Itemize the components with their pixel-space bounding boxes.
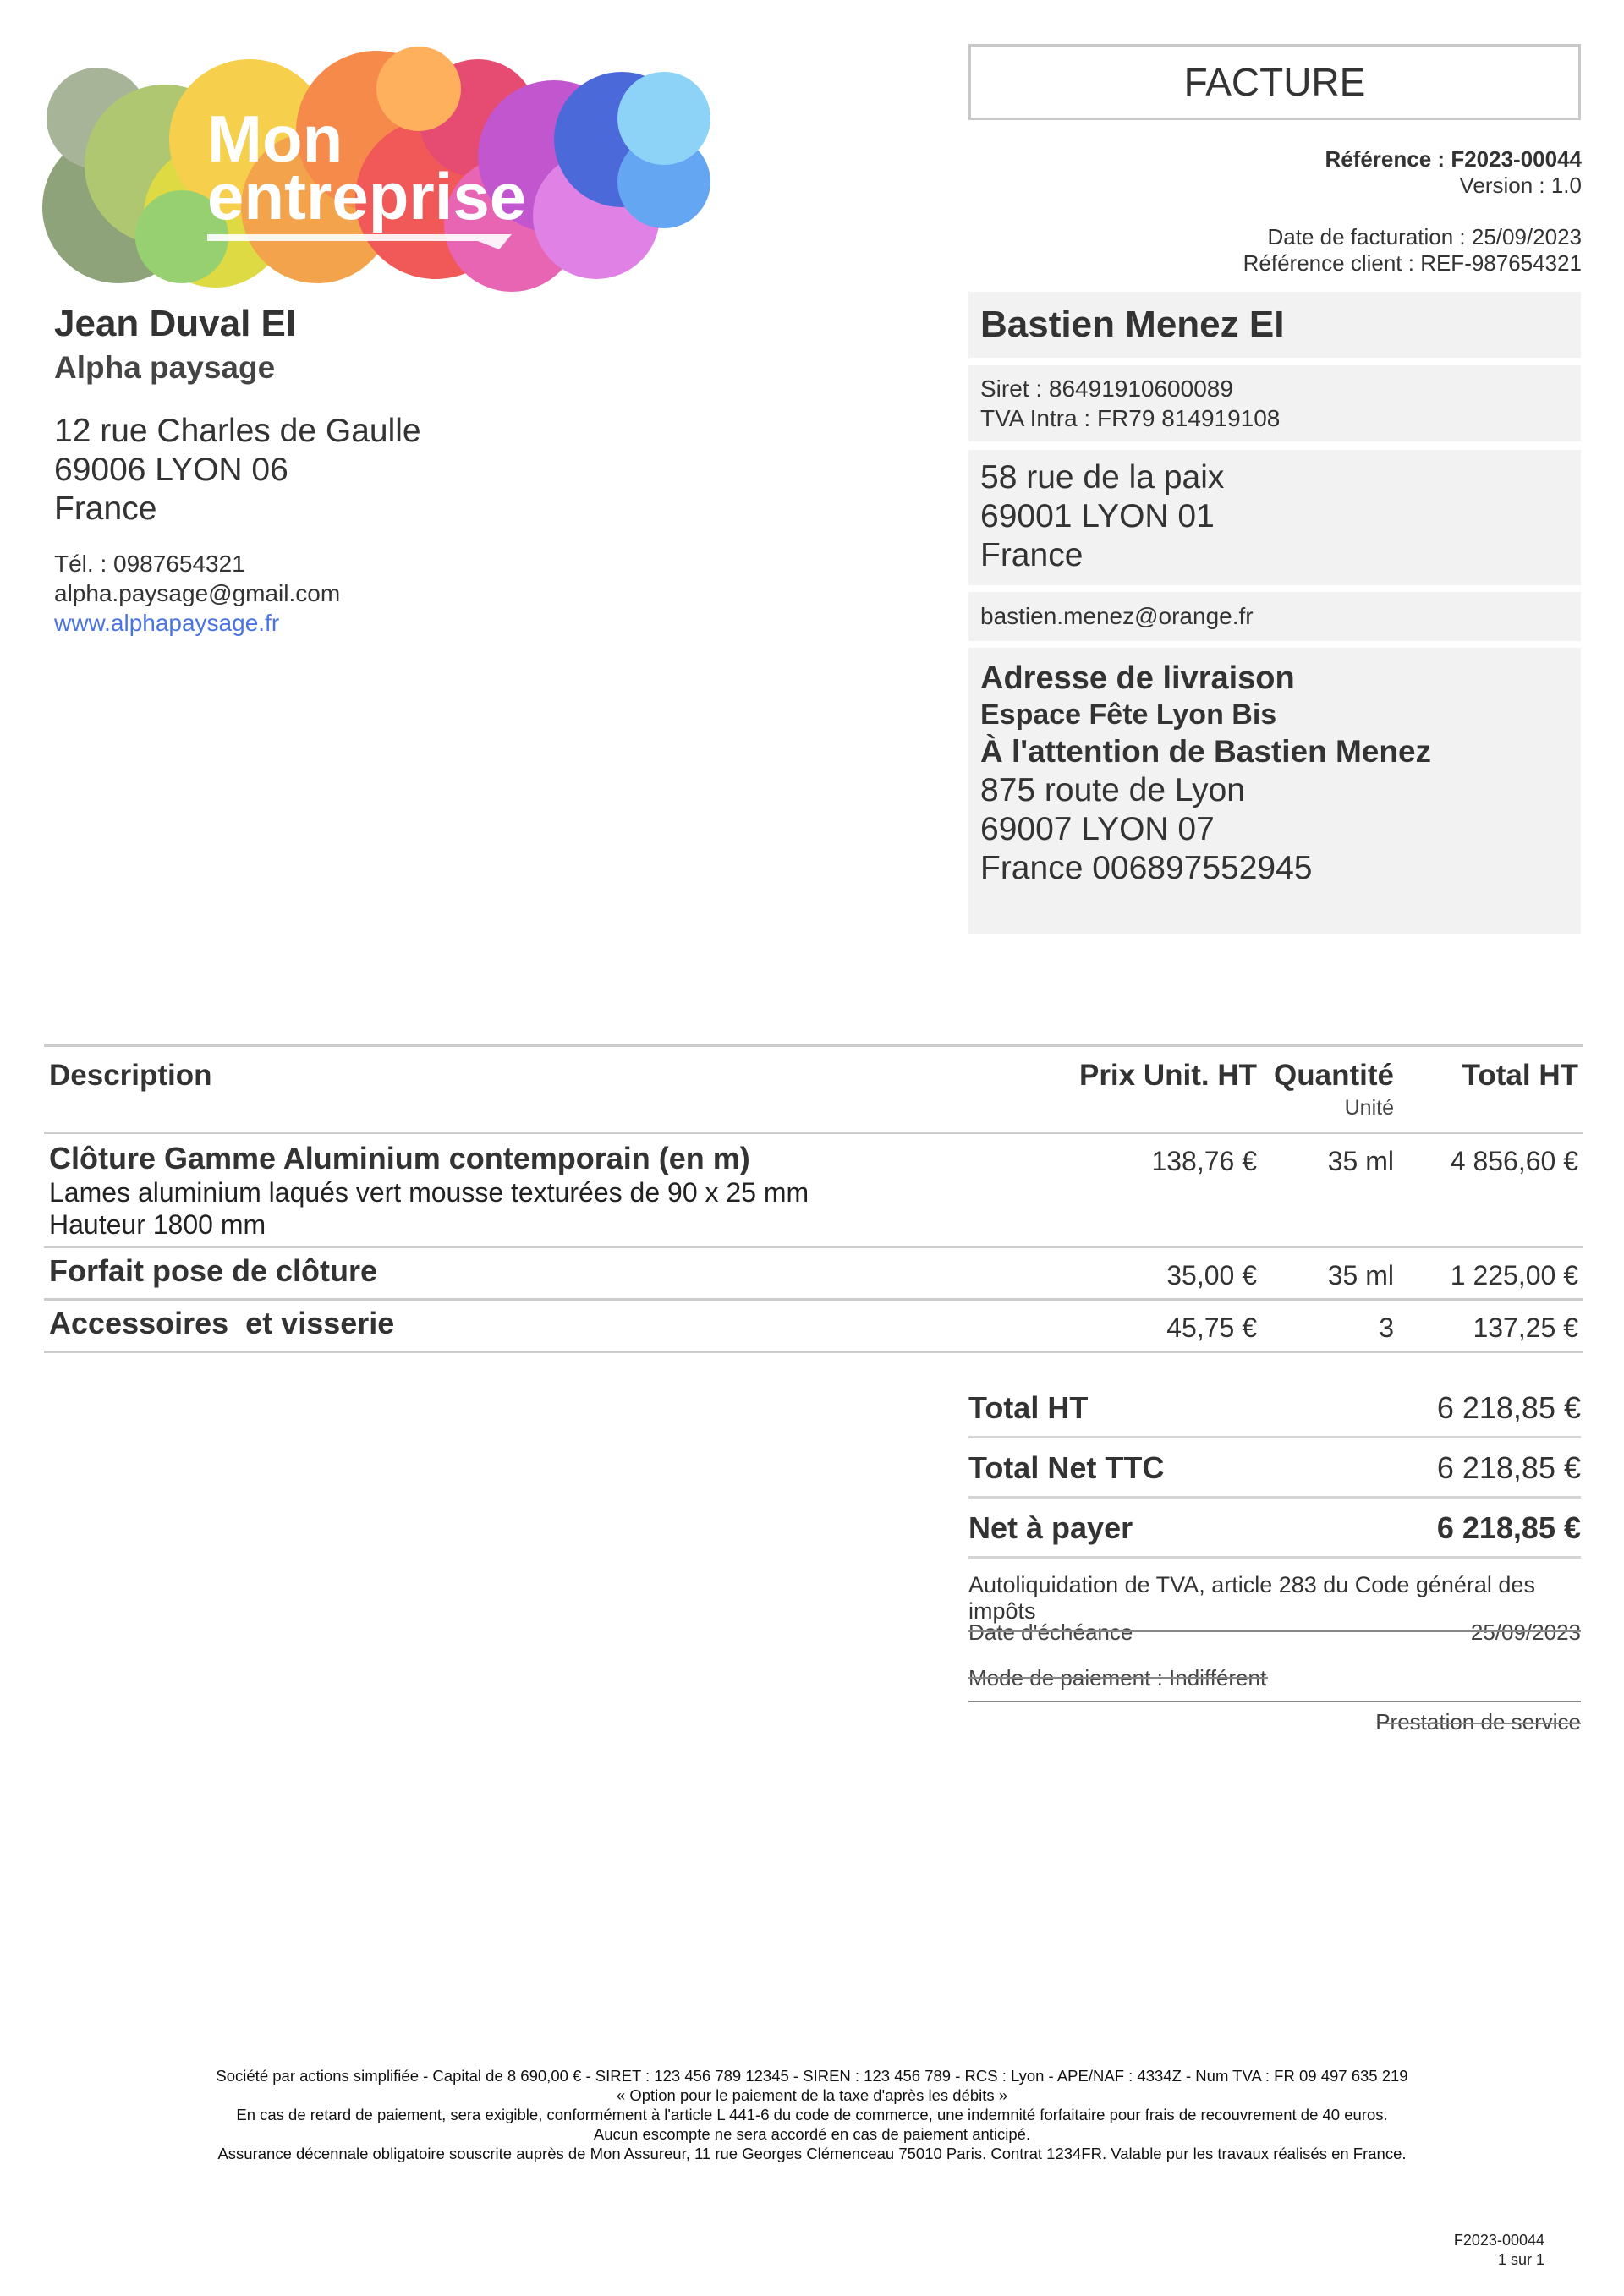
table-header-row [44, 1047, 1583, 1134]
item-title: Accessoires et visserie [49, 1306, 395, 1340]
delivery-line: France 006897552945 [980, 850, 1313, 886]
footer-line: Assurance décennale obligatoire souscrite auprès de Mon Assureur, 11 rue Georges Clémenceau 75010 Paris. Contrat 1234FR. Valable pur les travaux réalisés en France. [217, 2145, 1407, 2162]
sender-website-link[interactable]: www.alphapaysage.fr [54, 610, 280, 636]
legal-footer [0, 2066, 1624, 2163]
delivery-heading: Adresse de livraison [980, 660, 1295, 696]
net-to-pay-label: Net à payer [968, 1510, 1133, 1545]
total-ttc-row [968, 1438, 1581, 1499]
sender-company: Alpha paysage [54, 350, 276, 385]
item-quantity: 35 ml [1327, 1260, 1394, 1290]
total-ht-row [968, 1378, 1581, 1438]
reference-value: F2023-00044 [1451, 146, 1582, 172]
client-tva: TVA Intra : FR79 814919108 [980, 405, 1281, 431]
item-description [49, 1141, 809, 1241]
total-ht-value: 6 218,85 € [1436, 1390, 1581, 1425]
client-reference: Référence client : REF-987654321 [1243, 250, 1582, 276]
item-quantity: 3 [1379, 1312, 1394, 1343]
total-ht-label: Total HT [968, 1390, 1089, 1425]
due-date-label: Date d'échéance [968, 1619, 1133, 1645]
total-ttc-value: 6 218,85 € [1436, 1450, 1581, 1485]
vat-note: Autoliquidation de TVA, article 283 du Code général des impôts [968, 1572, 1535, 1624]
payment-mode-row [968, 1657, 1581, 1706]
delivery-address [968, 648, 1581, 934]
page-ref-number: F2023-00044 [1453, 2232, 1544, 2249]
service-row [968, 1706, 1581, 1755]
item-quantity: 35 ml [1327, 1146, 1394, 1176]
item-total: 4 856,60 € [1450, 1146, 1578, 1176]
footer-line: Aucun escompte ne sera accordé en cas de paiement anticipé. [593, 2125, 1031, 2143]
sender-contact [54, 549, 421, 638]
item-detail-line: Lames aluminium laqués vert mousse texturées de 90 x 25 mm [49, 1177, 809, 1208]
strike-line [968, 1677, 1268, 1679]
net-to-pay-row [968, 1499, 1581, 1559]
total-ttc-label: Total Net TTC [968, 1450, 1165, 1485]
col-total-header: Total HT [1462, 1059, 1578, 1092]
page-number: 1 sur 1 [1497, 2251, 1544, 2268]
company-logo [38, 38, 715, 292]
col-quantity-header: Quantité [1274, 1059, 1394, 1092]
client-email: bastien.menez@orange.fr [968, 592, 1581, 641]
document-title: FACTURE [968, 44, 1581, 120]
client-identifiers [968, 365, 1581, 441]
footer-line: Société par actions simplifiée - Capital de 8 690,00 € - SIRET : 123 456 789 12345 - SIREN : 123 456 789 - RCS : Lyon - APE/NAF : 4334Z - Num TVA : FR 09 497 635 219 [216, 2067, 1408, 2085]
item-title: Forfait pose de clôture [49, 1253, 378, 1288]
sender-email: alpha.paysage@gmail.com [54, 580, 341, 606]
logo-text-line2: entreprise [207, 159, 527, 233]
sender-address-line: 69006 LYON 06 [54, 452, 288, 488]
reference-label: Référence : [1325, 146, 1446, 172]
item-unit-price: 138,76 € [1151, 1146, 1257, 1176]
delivery-line: 875 route de Lyon [980, 772, 1245, 808]
table-row [44, 1301, 1583, 1353]
table-row [44, 1248, 1583, 1301]
footer-line: « Option pour le paiement de la taxe d'après les débits » [616, 2086, 1008, 2104]
sender-address [54, 412, 421, 529]
col-description-header: Description [49, 1059, 212, 1092]
item-detail-line: Hauteur 1800 mm [49, 1209, 266, 1240]
item-total: 1 225,00 € [1450, 1260, 1578, 1290]
page-reference [1454, 2231, 1544, 2270]
sender-address-line: France [54, 490, 157, 527]
strike-line [968, 1630, 1581, 1632]
client-address-line: France [980, 537, 1084, 573]
delivery-place: Espace Fête Lyon Bis [980, 699, 1277, 731]
footer-line: En cas de retard de paiement, sera exigible, conformément à l'article L 441-6 du code de commerce, une indemnité forfaitaire pour frais de recouvrement de 40 euros. [236, 2106, 1388, 2123]
item-total: 137,25 € [1473, 1312, 1578, 1343]
client-address-line: 69001 LYON 01 [980, 498, 1215, 534]
col-unit-price-header: Prix Unit. HT [1078, 1059, 1257, 1092]
client-address-line: 58 rue de la paix [980, 459, 1225, 496]
due-date-value: 25/09/2023 [1470, 1619, 1581, 1645]
items-table [44, 1044, 1583, 1353]
invoice-date: Date de facturation : 25/09/2023 [1267, 224, 1582, 249]
sender-address-line: 12 rue Charles de Gaulle [54, 413, 421, 449]
service-type: Prestation de service [1375, 1709, 1581, 1734]
client-name: Bastien Menez EI [968, 292, 1581, 358]
item-title: Clôture Gamme Aluminium contemporain (en m) [49, 1141, 750, 1175]
logo-text-line1: Mon [207, 101, 343, 176]
client-address [968, 450, 1581, 585]
item-unit-price: 45,75 € [1166, 1312, 1257, 1343]
document-meta [1325, 146, 1582, 199]
sender-phone: Tél. : 0987654321 [54, 551, 245, 577]
net-to-pay-value: 6 218,85 € [1436, 1510, 1581, 1545]
document-dates [1243, 224, 1582, 277]
client-siret: Siret : 86491910600089 [980, 375, 1233, 402]
payment-mode: Mode de paiement : Indifférent [968, 1665, 1267, 1690]
table-row [44, 1134, 1583, 1248]
sender-name: Jean Duval EI [54, 303, 297, 344]
col-quantity-unit: Unité [1344, 1096, 1394, 1120]
strike-line [1379, 1723, 1581, 1724]
divider [968, 1701, 1581, 1702]
item-unit-price: 35,00 € [1166, 1260, 1257, 1290]
delivery-line: 69007 LYON 07 [980, 811, 1215, 847]
totals-block [968, 1378, 1581, 1755]
version: Version : 1.0 [1459, 173, 1582, 198]
sender-block [54, 300, 421, 638]
delivery-attention: À l'attention de Bastien Menez [980, 734, 1432, 769]
due-date-row [968, 1608, 1581, 1657]
